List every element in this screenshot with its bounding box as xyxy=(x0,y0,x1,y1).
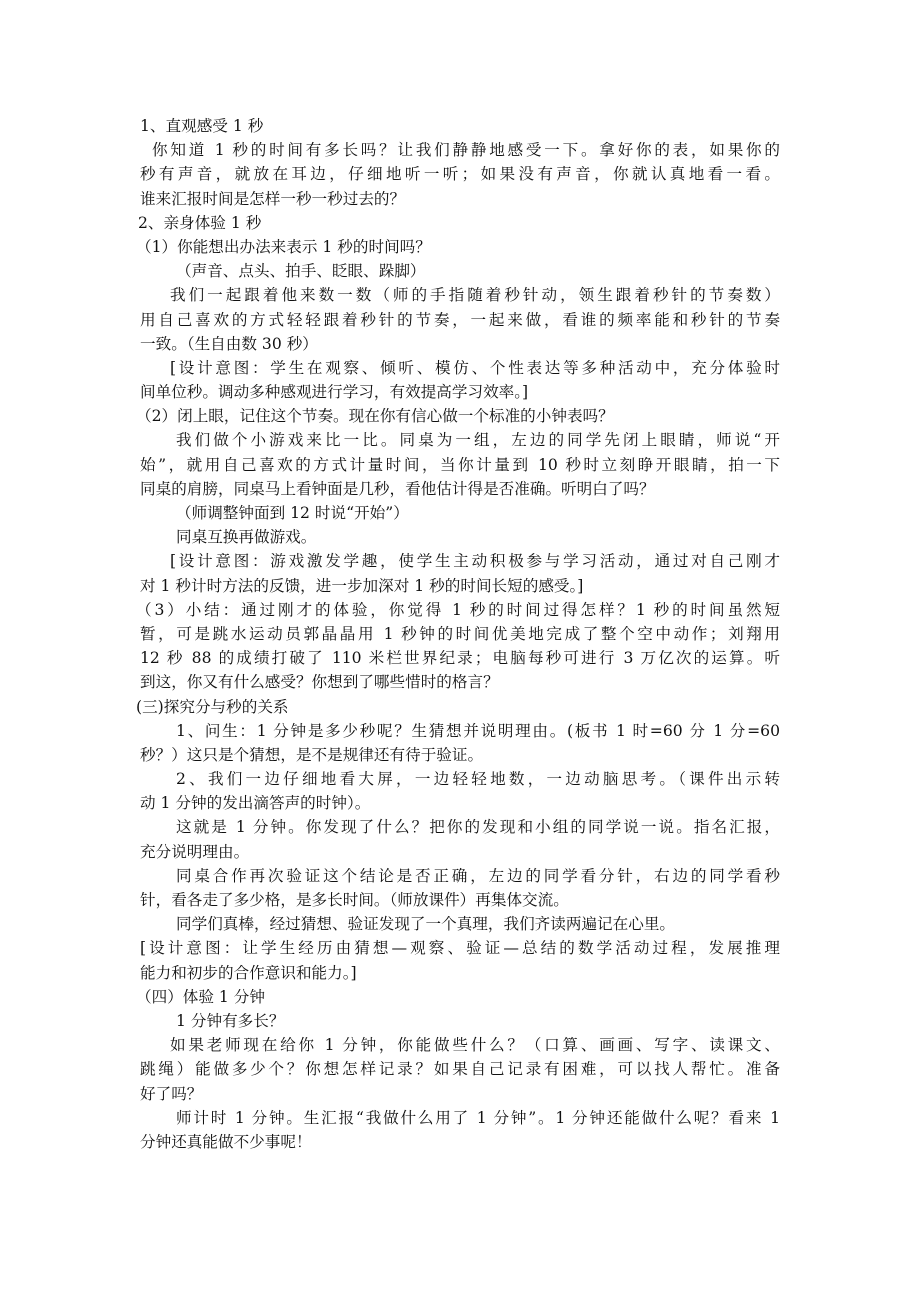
design-intent-line: [设计意图：游戏激发学趣，使学生主动积极参与学习活动，通过对自己刚才 xyxy=(170,552,780,571)
paragraph-line: 1、问生：1 分钟是多少秒呢？生猜想并说明理由。(板书 1 时=60 分 1 分=60 xyxy=(176,721,780,740)
paragraph-line: （声音、点头、拍手、眨眼、跺脚） xyxy=(176,262,426,281)
design-intent-line: 能力和初步的合作意识和能力。] xyxy=(140,963,357,982)
design-intent-line: 对 1 秒计时方法的反馈，进一步加深对 1 秒的时间长短的感受。] xyxy=(140,576,584,595)
section-heading: 1、直观感受 1 秒 xyxy=(140,117,264,135)
paragraph-line: 这就是 1 分钟。你发现了什么？把你的发现和小组的同学说一说。指名汇报， xyxy=(176,818,780,837)
paragraph-line: 暂，可是跳水运动员郭晶晶用 1 秒钟的时间优美地完成了整个空中动作；刘翔用 xyxy=(140,624,780,643)
design-intent-line: [设计意图：让学生经历由猜想—观察、验证—总结的数学活动过程，发展推理 xyxy=(140,939,780,958)
paragraph-line: 一致。（生自由数 30 秒） xyxy=(140,334,318,353)
paragraph-line: 同桌的肩膀，同桌马上看钟面是几秒，看他估计得是否准确。听明白了吗？ xyxy=(140,479,655,498)
paragraph-line: 1 分钟有多长？ xyxy=(176,1011,285,1030)
paragraph-line: 我们做个小游戏来比一比。同桌为一组，左边的同学先闭上眼睛，师说“开 xyxy=(176,431,780,450)
paragraph-line: 好了吗？ xyxy=(140,1084,203,1103)
paragraph-line: 同桌互换再做游戏。 xyxy=(176,528,317,547)
subsection-heading: （3）小结：通过刚才的体验，你觉得 1 秒的时间过得怎样？1 秒的时间虽然短 xyxy=(136,600,780,619)
paragraph-line: 2、我们一边仔细地看大屏，一边轻轻地数，一边动脑思考。（课件出示转 xyxy=(176,770,780,789)
section-heading: 2、亲身体验 1 秒 xyxy=(138,213,262,232)
paragraph-line: 同桌合作再次验证这个结论是否正确，左边的同学看分针，右边的同学看秒 xyxy=(176,866,780,885)
section-heading: （四）体验 1 分钟 xyxy=(136,987,265,1006)
paragraph-line: 12 秒 88 的成绩打破了 110 米栏世界纪录；电脑每秒可进行 3 万亿次的运算。听 xyxy=(140,649,780,668)
subsection-heading: （1）你能想出办法来表示 1 秒的时间吗？ xyxy=(136,237,431,256)
paragraph-line: 同学们真棒，经过猜想、验证发现了一个真理，我们齐读两遍记在心里。 xyxy=(176,915,676,934)
paragraph-line: 你知道 1 秒的时间有多长吗？让我们静静地感受一下。拿好你的表，如果你的 xyxy=(152,141,780,160)
paragraph-line: 分钟还真能做不少事呢！ xyxy=(140,1132,312,1151)
section-heading: (三)探究分与秒的关系 xyxy=(136,697,289,716)
paragraph-line: 到这，你又有什么感受？你想到了哪些惜时的格言？ xyxy=(140,673,499,692)
paragraph-line: 我们一起跟着他来数一数（师的手指随着秒针动，领生跟着秒针的节奏数） xyxy=(170,286,780,305)
paragraph-line: 秒？）这只是个猜想，是不是规律还有待于验证。 xyxy=(140,745,484,764)
paragraph-line: 跳绳）能做多少个？你想怎样记录？如果自己记录有困难，可以找人帮忙。准备 xyxy=(140,1060,780,1079)
paragraph-line: 用自己喜欢的方式轻轻跟着秒针的节奏，一起来做，看谁的频率能和秒针的节奏 xyxy=(140,310,780,329)
paragraph-line: 谁来汇报时间是怎样一秒一秒过去的？ xyxy=(140,189,406,208)
paragraph-line: 充分说明理由。 xyxy=(140,842,250,861)
paragraph-line: 秒有声音，就放在耳边，仔细地听一听；如果没有声音，你就认真地看一看。 xyxy=(140,165,780,184)
paragraph-line: 始”，就用自己喜欢的方式计量时间，当你计量到 10 秒时立刻睁开眼睛，拍一下 xyxy=(140,455,780,474)
paragraph-line: （师调整钟面到 12 时说“开始”） xyxy=(176,504,409,522)
paragraph-line: 针，看各走了多少格，是多长时间。（师放课件）再集体交流。 xyxy=(140,891,569,909)
design-intent-line: [设计意图：学生在观察、倾听、模仿、个性表达等多种活动中，充分体验时 xyxy=(170,358,780,377)
paragraph-line: 师计时 1 分钟。生汇报“我做什么用了 1 分钟”。1 分钟还能做什么呢？看来 1 xyxy=(176,1108,780,1127)
design-intent-line: 间单位秒。调动多种感观进行学习，有效提高学习效率。] xyxy=(140,383,529,402)
paragraph-line: 如果老师现在给你 1 分钟，你能做些什么？（口算、画画、写字、读课文、 xyxy=(170,1036,780,1055)
subsection-heading: （2）闭上眼，记住这个节奏。现在你有信心做一个标准的小钟表吗？ xyxy=(136,407,614,426)
document-page xyxy=(136,114,780,1154)
paragraph-line: 动 1 分钟的发出滴答声的时钟）。 xyxy=(140,794,371,813)
